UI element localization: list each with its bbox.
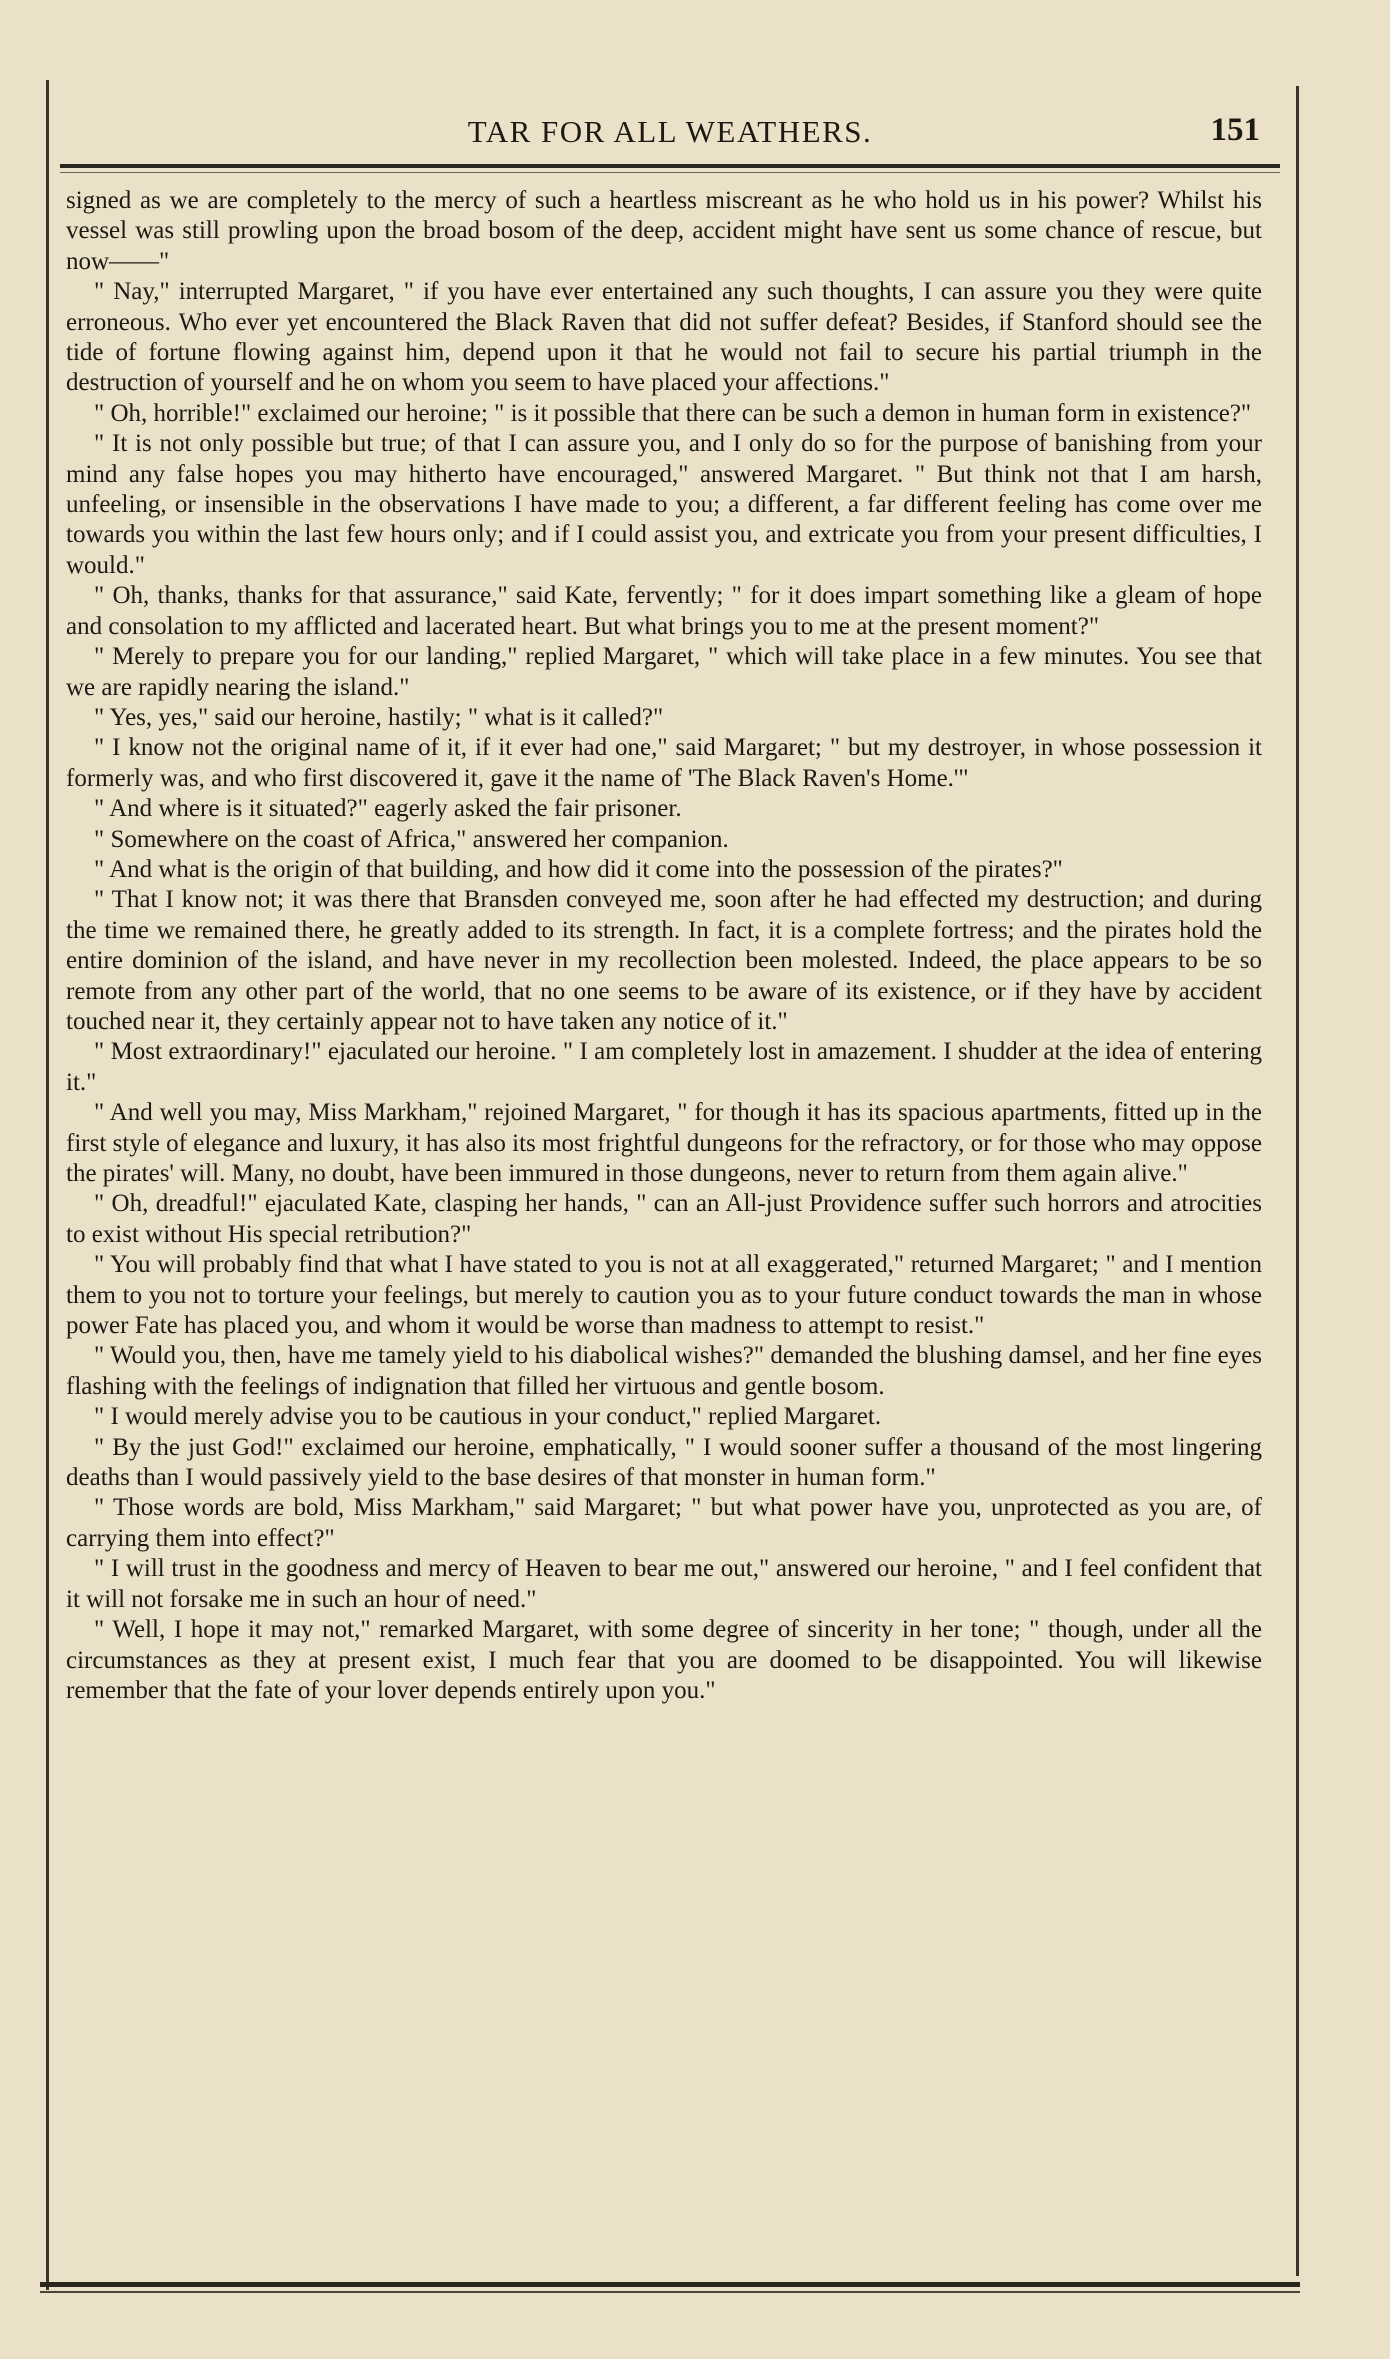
paragraph: " That I know not; it was there that Bransden conveyed me, soon after he had effected my destruction; and during the time we remained there, he greatly added to its strength. In fact, it is a complete fortress; and the pirates hold the entire dominion of the island, and have never in my recollection been molested. Indeed, the place appears to be so remote from any other part of the world, that no one seems to be aware of its existence, or if they have by accident touched near it, they certainly appear not to have taken any notice of it." — [66, 886, 1262, 1035]
paragraph: " Most extraordinary!" ejaculated our heroine. " I am completely lost in amazement. I shudder at the idea of entering it." — [66, 1038, 1262, 1096]
header-rule — [60, 164, 1280, 168]
paragraph: " You will probably find that what I have stated to you is not at all exaggerated," returned Margaret; " and I mention them to you not to torture your feelings, but merely to caution you as to your future conduct towards the man in whose power Fate has placed you, and whom it would be worse than madness to attempt to resist." — [66, 1251, 1262, 1340]
body-text — [66, 186, 1262, 1706]
paragraph: " It is not only possible but true; of that I can assure you, and I only do so for the purpose of banishing from your mind any false hopes you may hitherto have encouraged," answered Margaret. " But think not that I am harsh, unfeeling, or insensible in the observations I have made to you; a different, a far different feeling has come over me towards you within the last few hours only; and if I could assist you, and extricate you from your present difficulties, I would." — [66, 430, 1262, 579]
right-border-rule — [1296, 86, 1299, 2276]
paragraph: " I will trust in the goodness and mercy of Heaven to bear me out," answered our heroine, " and I feel confident that it will not forsake me in such an hour of need." — [66, 1555, 1262, 1613]
paragraph: " Somewhere on the coast of Africa," answered her companion. — [94, 825, 729, 853]
running-title: TAR FOR ALL WEATHERS. — [467, 114, 873, 149]
paragraph: " Would you, then, have me tamely yield to his diabolical wishes?" demanded the blushing damsel, and her fine eyes flashing with the feelings of indignation that filled her virtuous and gentle bosom. — [66, 1342, 1262, 1400]
paragraph: " Yes, yes," said our heroine, hastily; " what is it called?" — [94, 703, 664, 731]
paragraph: " Well, I hope it may not," remarked Margaret, with some degree of sincerity in her tone; " though, under all the circumstances as they at present exist, I much fear that you are doomed to be disappointed. You will likewise remember that the fate of your lover depends entirely upon you." — [66, 1616, 1262, 1704]
page-header — [60, 104, 1280, 164]
footer-rule — [40, 2282, 1300, 2287]
paragraph: " I know not the original name of it, if it ever had one," said Margaret; " but my destroyer, in whose possession it formerly was, and who first discovered it, gave it the name of 'The Black Raven's Home.'" — [66, 734, 1262, 792]
paragraph: " Merely to prepare you for our landing," replied Margaret, " which will take place in a few minutes. You see that we are rapidly nearing the island." — [66, 643, 1262, 701]
paragraph: " And what is the origin of that building, and how did it come into the possession of the pirates?" — [94, 855, 1063, 883]
header-rule-thin — [60, 172, 1280, 173]
left-border-rule — [46, 80, 49, 2290]
paragraph: " And well you may, Miss Markham," rejoined Margaret, " for though it has its spacious apartments, fitted up in the first style of elegance and luxury, it has also its most frightful dungeons for the refractory, or for those who may oppose the pirates' will. Many, no doubt, have been immured in those dungeons, never to return from them again alive." — [66, 1099, 1262, 1187]
paragraph: signed as we are completely to the mercy of such a heartless miscreant as he who hold us in his power? Whilst his vessel was still prowling upon the broad bosom of the deep, accident might have sent us some chance of rescue, but now——" — [66, 187, 1262, 275]
footer-rule-thin — [40, 2291, 1300, 2293]
paragraph: " Oh, horrible!" exclaimed our heroine; " is it possible that there can be such a demon in human form in existence?" — [94, 399, 1252, 427]
paragraph: " Oh, dreadful!" ejaculated Kate, clasping her hands, " can an All-just Providence suffer such horrors and atrocities to exist without His special retribution?" — [66, 1190, 1262, 1248]
paragraph: " I would merely advise you to be cautious in your conduct," replied Margaret. — [94, 1403, 882, 1431]
paragraph: " Those words are bold, Miss Markham," said Margaret; " but what power have you, unprotected as you are, of carrying them into effect?" — [66, 1494, 1262, 1552]
paragraph: " By the just God!" exclaimed our heroine, emphatically, " I would sooner suffer a thousand of the most lingering deaths than I would passively yield to the base desires of that monster in human form." — [66, 1433, 1262, 1492]
page-number: 151 — [1210, 112, 1260, 148]
paragraph: " And where is it situated?" eagerly asked the fair prisoner. — [94, 795, 682, 823]
paragraph: " Nay," interrupted Margaret, " if you have ever entertained any such thoughts, I can assure you they were quite erroneous. Who ever yet encountered the Black Raven that did not suffer defeat? Besides, if Stanford should see the tide of fortune flowing against him, depend upon it that he would not fail to secure his partial triumph in the destruction of yourself and he on whom you seem to have placed your affections." — [66, 278, 1262, 397]
paragraph: " Oh, thanks, thanks for that assurance," said Kate, fervently; " for it does impart something like a gleam of hope and consolation to my afflicted and lacerated heart. But what brings you to me at the present moment?" — [66, 582, 1262, 640]
